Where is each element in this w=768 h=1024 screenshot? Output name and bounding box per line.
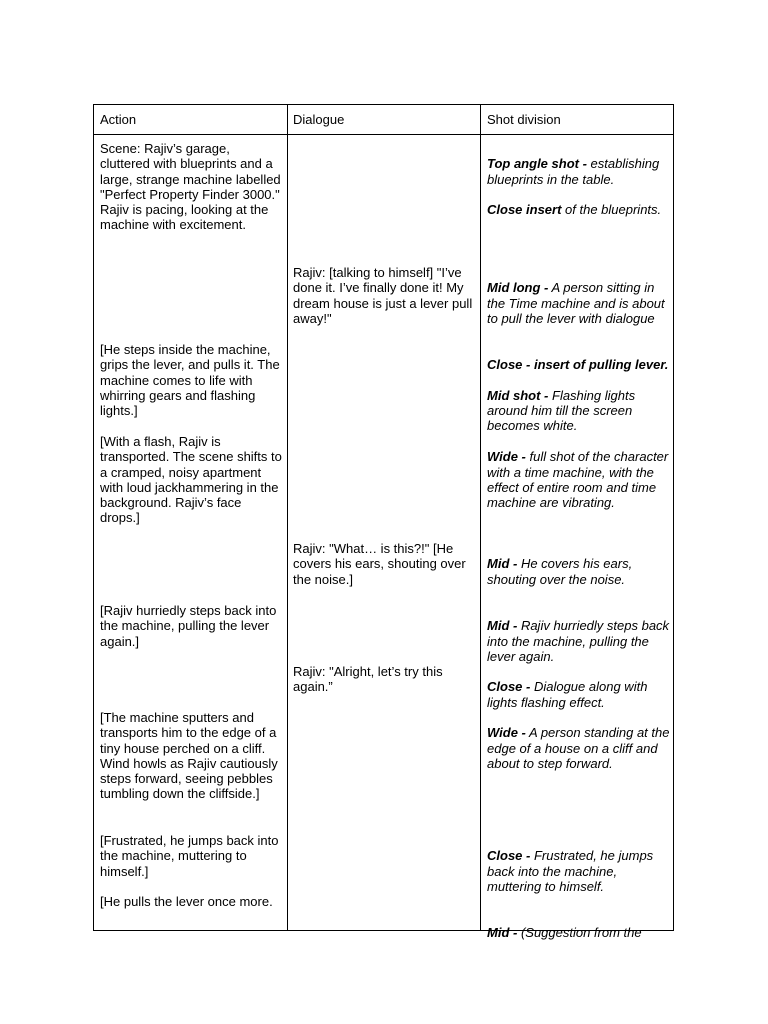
shot-type: Close insert [487,202,562,218]
header-dialogue: Dialogue [293,112,345,127]
shot-description: Flashing lights around him till the screen becomes white. [487,387,636,434]
shot-cell [487,141,670,233]
shot-entry [487,388,670,434]
shot-entry [487,679,670,710]
shot-description: full shot of the character with a time machine, with the effect of entire room and time machine are vibrating. [487,449,669,511]
shot-description: establishing blueprints in the table. [487,156,660,187]
shot-cell [487,710,670,786]
shot-description: Rajiv hurriedly steps back into the machine, pulling the lever again. [487,618,670,664]
shot-entry [487,202,670,217]
shot-entry [487,925,670,940]
column-divider [480,105,481,930]
shot-cell [487,265,670,341]
shot-type: Mid - [487,618,518,634]
shot-entry [487,725,670,771]
action-cell: [Rajiv hurriedly steps back into the machine, pulling the lever again.] [100,603,277,649]
shot-description: (Suggestion from the [517,925,642,941]
shot-description: Frustrated, he jumps back into the machine, muttering to himself. [487,848,654,894]
shot-type: Close - insert of pulling lever. [487,357,669,373]
shot-type: Close - [487,679,531,695]
shot-description: of the blueprints. [561,202,662,218]
action-cell: Scene: Rajiv’s garage, cluttered with blueprints and a large, strange machine labelled "Perfect Property Finder 3000." Rajiv is pacing, looking at the machine with excitement. [100,141,281,233]
shot-entry [487,280,670,326]
shot-description: A person sitting in the Time machine and is about to pull the lever with dialogue [487,280,665,326]
shot-description: A person standing at the edge of a house on a cliff and about to step forward. [487,725,670,771]
screenplay-table [93,104,674,941]
shot-entry [487,556,670,587]
shot-type: Mid long - [487,280,549,296]
shot-cell [487,434,670,526]
shot-entry [487,618,670,664]
shot-description: He covers his ears, shouting over the noise. [487,556,633,587]
shot-entry [487,848,670,894]
shot-cell [487,541,670,602]
action-cell: [He steps inside the machine, grips the lever, and pulls it. The machine comes to life with whirring gears and flashing lights.] [100,342,280,419]
action-cell: [The machine sputters and transports him to the edge of a tiny house perched on a cliff. Wind howls as Rajiv cautiously steps forward, seeing pebbles tumbling down the cliffside.] [100,710,278,802]
dialogue-cell: Rajiv: "Alright, let’s try this again.” [293,664,443,695]
action-cell: [Frustrated, he jumps back into the machine, muttering to himself.] [100,833,279,879]
shot-type: Wide - [487,725,526,741]
shot-type: Top angle shot - [487,156,587,172]
shot-entry [487,357,670,372]
shot-cell [487,910,670,956]
shot-type: Mid shot - [487,387,549,403]
shot-entry [487,449,670,510]
shot-entry [487,156,670,187]
shot-cell [487,833,670,909]
shot-type: Mid - [487,925,518,941]
action-cell: [With a flash, Rajiv is transported. The scene shifts to a cramped, noisy apartment with loud jackhammering in the background. Rajiv’s face drops.] [100,434,282,526]
shot-type: Close - [487,848,531,864]
header-shot-division: Shot division [487,112,561,127]
dialogue-cell: Rajiv: "What… is this?!" [He covers his ears, shouting over the noise.] [293,541,466,587]
shot-type: Wide - [487,449,526,465]
shot-description: Dialogue along with lights flashing effect. [487,679,648,710]
shot-type: Mid - [487,556,518,572]
dialogue-cell: Rajiv: [talking to himself] "I’ve done it. I’ve finally done it! My dream house is just a lever pull away!" [293,265,473,326]
column-divider [287,105,288,930]
header-action: Action [100,112,137,127]
action-cell: [He pulls the lever once more. [100,894,273,909]
header-divider [94,134,673,135]
